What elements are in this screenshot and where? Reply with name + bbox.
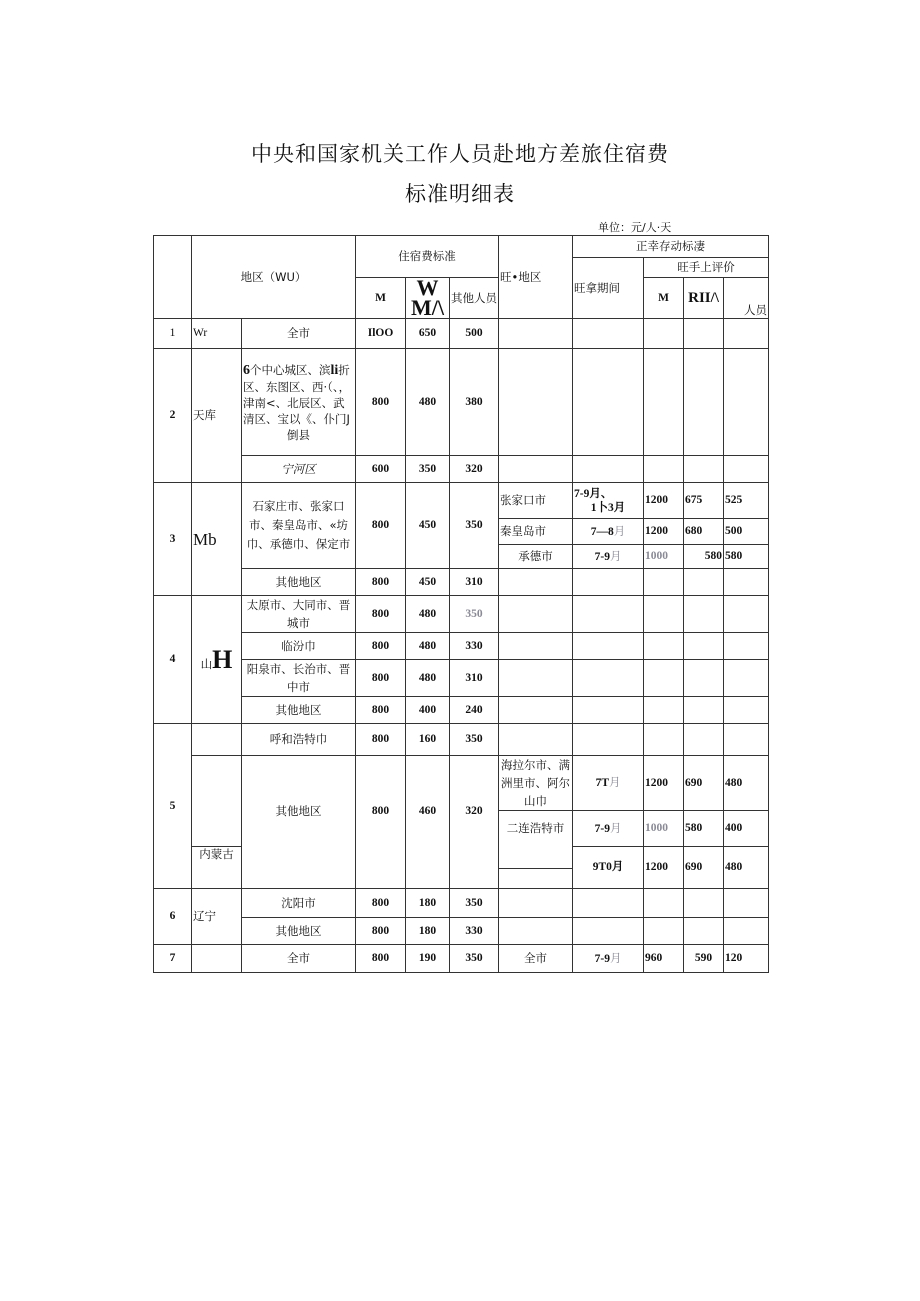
header-peak-c: 人员 bbox=[724, 278, 769, 319]
page-subtitle: 标准明细表 bbox=[405, 182, 515, 206]
rate-c: 350 bbox=[450, 889, 499, 918]
row-number: 3 bbox=[154, 483, 192, 596]
rate-c: 320 bbox=[450, 456, 499, 483]
peak-rate-b: 690 bbox=[684, 847, 724, 889]
rate-c: 330 bbox=[450, 918, 499, 945]
header-col-b bbox=[406, 278, 450, 319]
rate-c: 240 bbox=[450, 697, 499, 724]
area-name: 其他地区 bbox=[242, 569, 356, 596]
peak-period: 7T月 bbox=[573, 756, 644, 811]
area-name: 临汾巾 bbox=[242, 633, 356, 660]
page-title: 中央和国家机关工作人员赴地方差旅住宿费 bbox=[251, 142, 669, 166]
rate-c: 330 bbox=[450, 633, 499, 660]
rate-a: 800 bbox=[356, 660, 406, 697]
header-accommodation-standard: 住宿费标准 bbox=[356, 236, 499, 278]
province-name: 辽宁 bbox=[192, 889, 242, 945]
rate-a: 800 bbox=[356, 918, 406, 945]
province-name: 山H bbox=[192, 596, 242, 724]
rate-c: 350 bbox=[450, 483, 499, 569]
peak-rate-b: 675 bbox=[684, 483, 724, 519]
rate-b: 160 bbox=[406, 724, 450, 756]
rate-c: 310 bbox=[450, 660, 499, 697]
rate-c: 500 bbox=[450, 319, 499, 349]
rate-c: 350 bbox=[450, 596, 499, 633]
area-name: 其他地区 bbox=[242, 756, 356, 889]
rate-b: 480 bbox=[406, 349, 450, 456]
row-number: 4 bbox=[154, 596, 192, 724]
rate-b: 450 bbox=[406, 569, 450, 596]
header-no bbox=[154, 236, 192, 319]
area-name: 呼和浩特巾 bbox=[242, 724, 356, 756]
peak-rate-a: 1200 bbox=[644, 519, 684, 545]
peak-period: 7—8月 bbox=[573, 519, 644, 545]
rate-b: 450 bbox=[406, 483, 450, 569]
peak-rate-a: 1200 bbox=[644, 847, 684, 889]
province-name: Mb bbox=[192, 483, 242, 596]
peak-rate-a: 1200 bbox=[644, 483, 684, 519]
accommodation-standard-table bbox=[153, 235, 769, 973]
rate-a: 600 bbox=[356, 456, 406, 483]
peak-rate-b: 580 bbox=[684, 545, 724, 569]
province-name: Wr bbox=[192, 319, 242, 349]
peak-period: 7-9月、 1卜3月 bbox=[573, 483, 644, 519]
rate-b: 480 bbox=[406, 596, 450, 633]
rate-a: 800 bbox=[356, 697, 406, 724]
area-name: 石家庄市、张家口市、秦皇岛市、«坊巾、承德巾、保定市 bbox=[242, 483, 356, 569]
rate-b: 400 bbox=[406, 697, 450, 724]
rate-a: 800 bbox=[356, 349, 406, 456]
peak-rate-c: 480 bbox=[724, 847, 769, 889]
area-name: 全市 bbox=[242, 319, 356, 349]
header-peak-standard: 正幸存动标凄 bbox=[573, 236, 769, 258]
row-number: 6 bbox=[154, 889, 192, 945]
area-name: 宁河区 bbox=[242, 456, 356, 483]
peak-period: 9T0月 bbox=[573, 847, 644, 889]
rate-c: 380 bbox=[450, 349, 499, 456]
rate-a: 800 bbox=[356, 596, 406, 633]
peak-rate-b: 590 bbox=[684, 945, 724, 973]
header-col-b-line2: M/\ bbox=[411, 295, 445, 319]
peak-rate-a: 1200 bbox=[644, 756, 684, 811]
header-col-a: M bbox=[356, 278, 406, 319]
unit-label: 单位：元/人·天 bbox=[598, 221, 672, 234]
rate-c: 350 bbox=[450, 724, 499, 756]
area-name: 太原市、大同市、晋城市 bbox=[242, 596, 356, 633]
area-name: 其他地区 bbox=[242, 697, 356, 724]
peak-rate-a: 960 bbox=[644, 945, 684, 973]
peak-rate-c: 500 bbox=[724, 519, 769, 545]
peak-region: 二连浩特市 bbox=[499, 811, 573, 869]
peak-rate-c: 120 bbox=[724, 945, 769, 973]
peak-region: 秦皇岛市 bbox=[499, 519, 573, 545]
peak-rate-b: 680 bbox=[684, 519, 724, 545]
rate-b: 350 bbox=[406, 456, 450, 483]
rate-b: 180 bbox=[406, 889, 450, 918]
peak-period: 7-9月 bbox=[573, 811, 644, 847]
rate-a: 800 bbox=[356, 889, 406, 918]
header-peak-b: RII/\ bbox=[684, 278, 724, 319]
header-peak-eval: 旺手上评价 bbox=[644, 258, 769, 278]
area-name: 全市 bbox=[242, 945, 356, 973]
rate-c: 320 bbox=[450, 756, 499, 889]
rate-b: 180 bbox=[406, 918, 450, 945]
row-number: 7 bbox=[154, 945, 192, 973]
peak-rate-c: 525 bbox=[724, 483, 769, 519]
area-name: 其他地区 bbox=[242, 918, 356, 945]
peak-rate-a: 1000 bbox=[644, 545, 684, 569]
peak-period: 7-9月 bbox=[573, 945, 644, 973]
row-number: 1 bbox=[154, 319, 192, 349]
rate-a: 800 bbox=[356, 756, 406, 889]
rate-a: IlOO bbox=[356, 319, 406, 349]
province-name: 天库 bbox=[192, 349, 242, 483]
peak-region: 全市 bbox=[499, 945, 573, 973]
rate-a: 800 bbox=[356, 569, 406, 596]
rate-a: 800 bbox=[356, 633, 406, 660]
peak-rate-b: 580 bbox=[684, 811, 724, 847]
header-region: 地区（WU） bbox=[192, 236, 356, 319]
rate-a: 800 bbox=[356, 945, 406, 973]
header-peak-a: M bbox=[644, 278, 684, 319]
header-col-b-line1: W bbox=[416, 277, 439, 300]
peak-region: 海拉尔市、满洲里市、阿尔山巾 bbox=[499, 756, 573, 811]
area-name: 6个中心城区、滨li折区、东图区、西·（、，津南<、北辰区、武清区、宝以《、仆门J 倒县 bbox=[242, 349, 356, 456]
peak-region: 承德市 bbox=[499, 545, 573, 569]
province-name: 内蒙古 bbox=[192, 847, 242, 889]
area-name: 阳泉市、长治市、晋中市 bbox=[242, 660, 356, 697]
row-number: 2 bbox=[154, 349, 192, 483]
header-peak-period: 旺拿期间 bbox=[573, 258, 644, 319]
rate-c: 310 bbox=[450, 569, 499, 596]
rate-c: 350 bbox=[450, 945, 499, 973]
peak-period: 7-9月 bbox=[573, 545, 644, 569]
peak-rate-c: 400 bbox=[724, 811, 769, 847]
area-name: 沈阳市 bbox=[242, 889, 356, 918]
peak-rate-a: 1000 bbox=[644, 811, 684, 847]
rate-b: 480 bbox=[406, 633, 450, 660]
peak-rate-c: 480 bbox=[724, 756, 769, 811]
row-number: 5 bbox=[154, 724, 192, 889]
peak-rate-b: 690 bbox=[684, 756, 724, 811]
rate-b: 480 bbox=[406, 660, 450, 697]
rate-b: 650 bbox=[406, 319, 450, 349]
peak-rate-c: 580 bbox=[724, 545, 769, 569]
rate-a: 800 bbox=[356, 483, 406, 569]
peak-region: 张家口市 bbox=[499, 483, 573, 519]
rate-b: 190 bbox=[406, 945, 450, 973]
header-col-c: 其他人员 bbox=[450, 278, 499, 319]
rate-b: 460 bbox=[406, 756, 450, 889]
header-peak-region: 旺•地区 bbox=[499, 236, 573, 319]
rate-a: 800 bbox=[356, 724, 406, 756]
